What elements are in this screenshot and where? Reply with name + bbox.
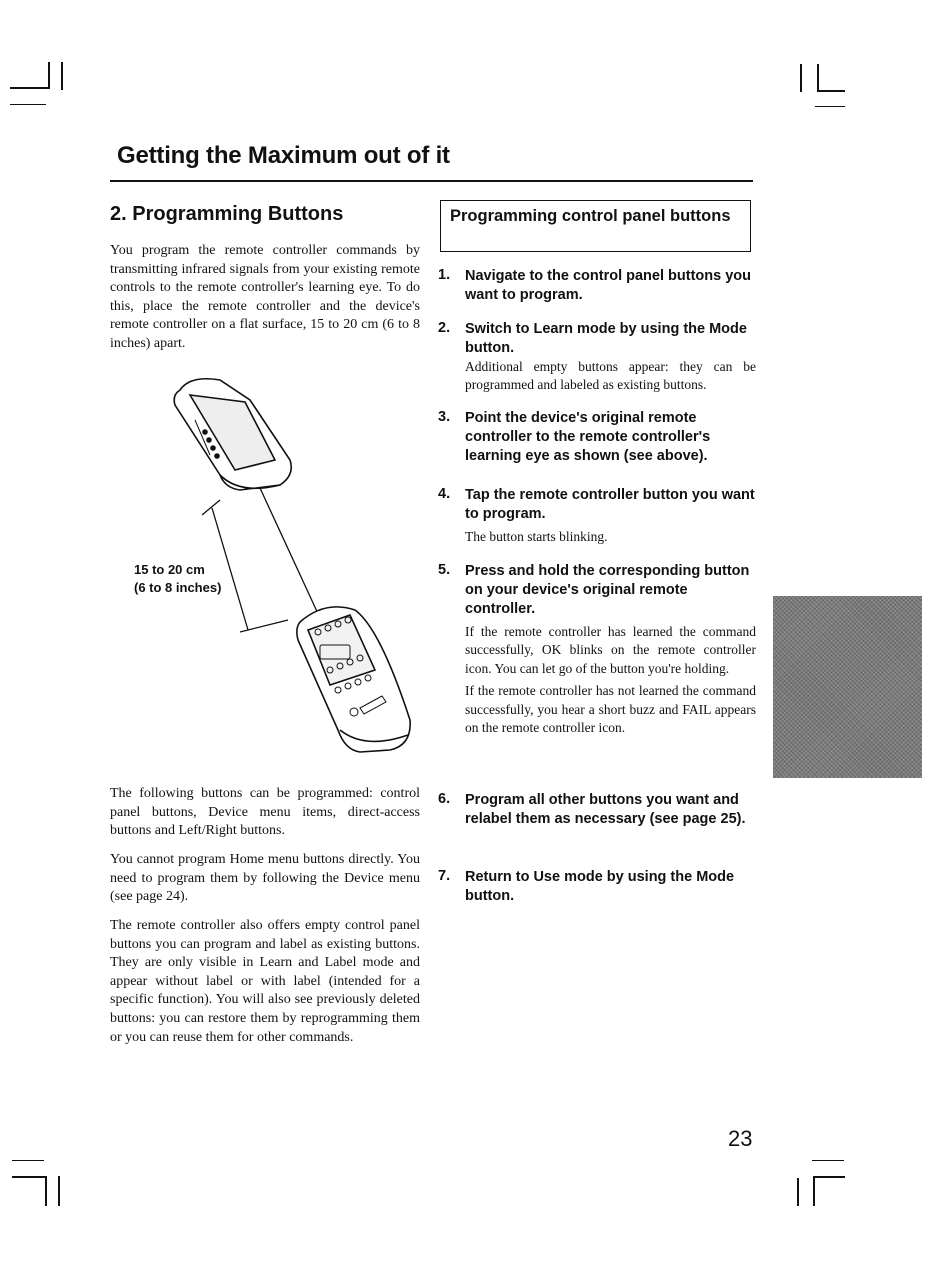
step-heading: Press and hold the corresponding button on your device's original remote controller. <box>465 563 750 617</box>
crop-mark <box>12 1160 44 1161</box>
procedure-title: Programming control panel buttons <box>450 207 731 225</box>
step-number: 3. <box>438 409 451 425</box>
step-heading: Point the device's original remote controller to the remote controller's learning eye as shown (see above). <box>465 410 711 464</box>
step-5 <box>438 562 756 741</box>
step-text: If the remote controller has not learned the command successfully, you hear a short buzz and FAIL appears on the remote controller icon. <box>465 683 756 736</box>
crop-mark <box>812 1160 844 1161</box>
crop-mark <box>797 1178 799 1206</box>
step-1 <box>438 267 756 305</box>
step-7 <box>438 868 756 906</box>
step-6 <box>438 791 756 829</box>
step-heading: Navigate to the control panel buttons you want to program. <box>465 268 751 303</box>
crop-mark <box>817 64 819 92</box>
crop-mark <box>61 62 63 90</box>
page-number: 23 <box>728 1126 753 1151</box>
step-text: The button starts blinking. <box>465 529 608 544</box>
step-heading: Tap the remote controller button you want to program. <box>465 487 755 522</box>
step-number: 5. <box>438 562 451 578</box>
programmable-buttons-paragraph: The following buttons can be programmed: control panel buttons, Device menu items, direct-access buttons and Left/Right buttons. <box>110 786 420 839</box>
step-text: If the remote controller has learned the command successfully, OK blinks on the remote controller icon. You can let go of the button you're holding. <box>465 624 756 676</box>
section-thumb-tab <box>773 596 922 778</box>
step-number: 7. <box>438 868 451 884</box>
step-number: 2. <box>438 320 451 336</box>
step-2 <box>438 320 756 399</box>
crop-mark <box>817 90 845 92</box>
step-text: Additional empty buttons appear: they can be programmed and labeled as existing buttons. <box>465 359 756 393</box>
crop-mark <box>813 1176 845 1178</box>
distance-lines <box>202 488 320 632</box>
step-heading: Return to Use mode by using the Mode button. <box>465 869 735 904</box>
original-remote-icon <box>297 607 410 752</box>
crop-mark <box>800 64 802 92</box>
procedure-box <box>440 200 751 252</box>
learning-remote-icon <box>174 379 291 490</box>
crop-mark <box>10 104 46 105</box>
crop-mark <box>10 87 50 89</box>
intro-paragraph: You program the remote controller commands by transmitting infrared signals from your existing remote controls to the remote controller's learning eye. To do this, place the remote controller and the device's remote controller on a flat surface, 15 to 20 cm (6 to 8 inches) apart. <box>110 243 420 351</box>
crop-mark <box>12 1176 46 1178</box>
step-body <box>465 528 756 546</box>
empty-buttons-paragraph: The remote controller also offers empty control panel buttons you can program and label as existing buttons. They are only visible in Learn and Label mode and appear without label or with label (intended for a specific function). You will also see previously deleted buttons: you can restore them by reprogramming them or you can reuse them for other commands. <box>110 918 420 1045</box>
step-body <box>465 623 756 737</box>
section-heading: 2. Programming Buttons <box>110 203 344 225</box>
step-3 <box>438 409 756 466</box>
crop-mark <box>48 62 50 88</box>
step-number: 6. <box>438 791 451 807</box>
step-body <box>465 358 756 395</box>
title-rule <box>110 180 753 182</box>
page-title: Getting the Maximum out of it <box>117 142 450 169</box>
step-4 <box>438 486 756 550</box>
step-number: 4. <box>438 486 451 502</box>
remote-illustration <box>150 360 430 760</box>
home-menu-paragraph: You cannot program Home menu buttons directly. You need to program them by following the Device menu (see page 24). <box>110 852 420 905</box>
distance-label-cm: 15 to 20 cm <box>134 562 205 577</box>
crop-mark <box>815 106 845 107</box>
step-number: 1. <box>438 267 451 283</box>
distance-label-inches: (6 to 8 inches) <box>134 580 222 595</box>
crop-mark <box>58 1176 60 1206</box>
crop-mark <box>813 1176 815 1206</box>
step-heading: Program all other buttons you want and relabel them as necessary (see page 25). <box>465 792 746 827</box>
crop-mark <box>45 1176 47 1206</box>
step-heading: Switch to Learn mode by using the Mode button. <box>465 321 747 356</box>
distance-label <box>134 561 221 597</box>
